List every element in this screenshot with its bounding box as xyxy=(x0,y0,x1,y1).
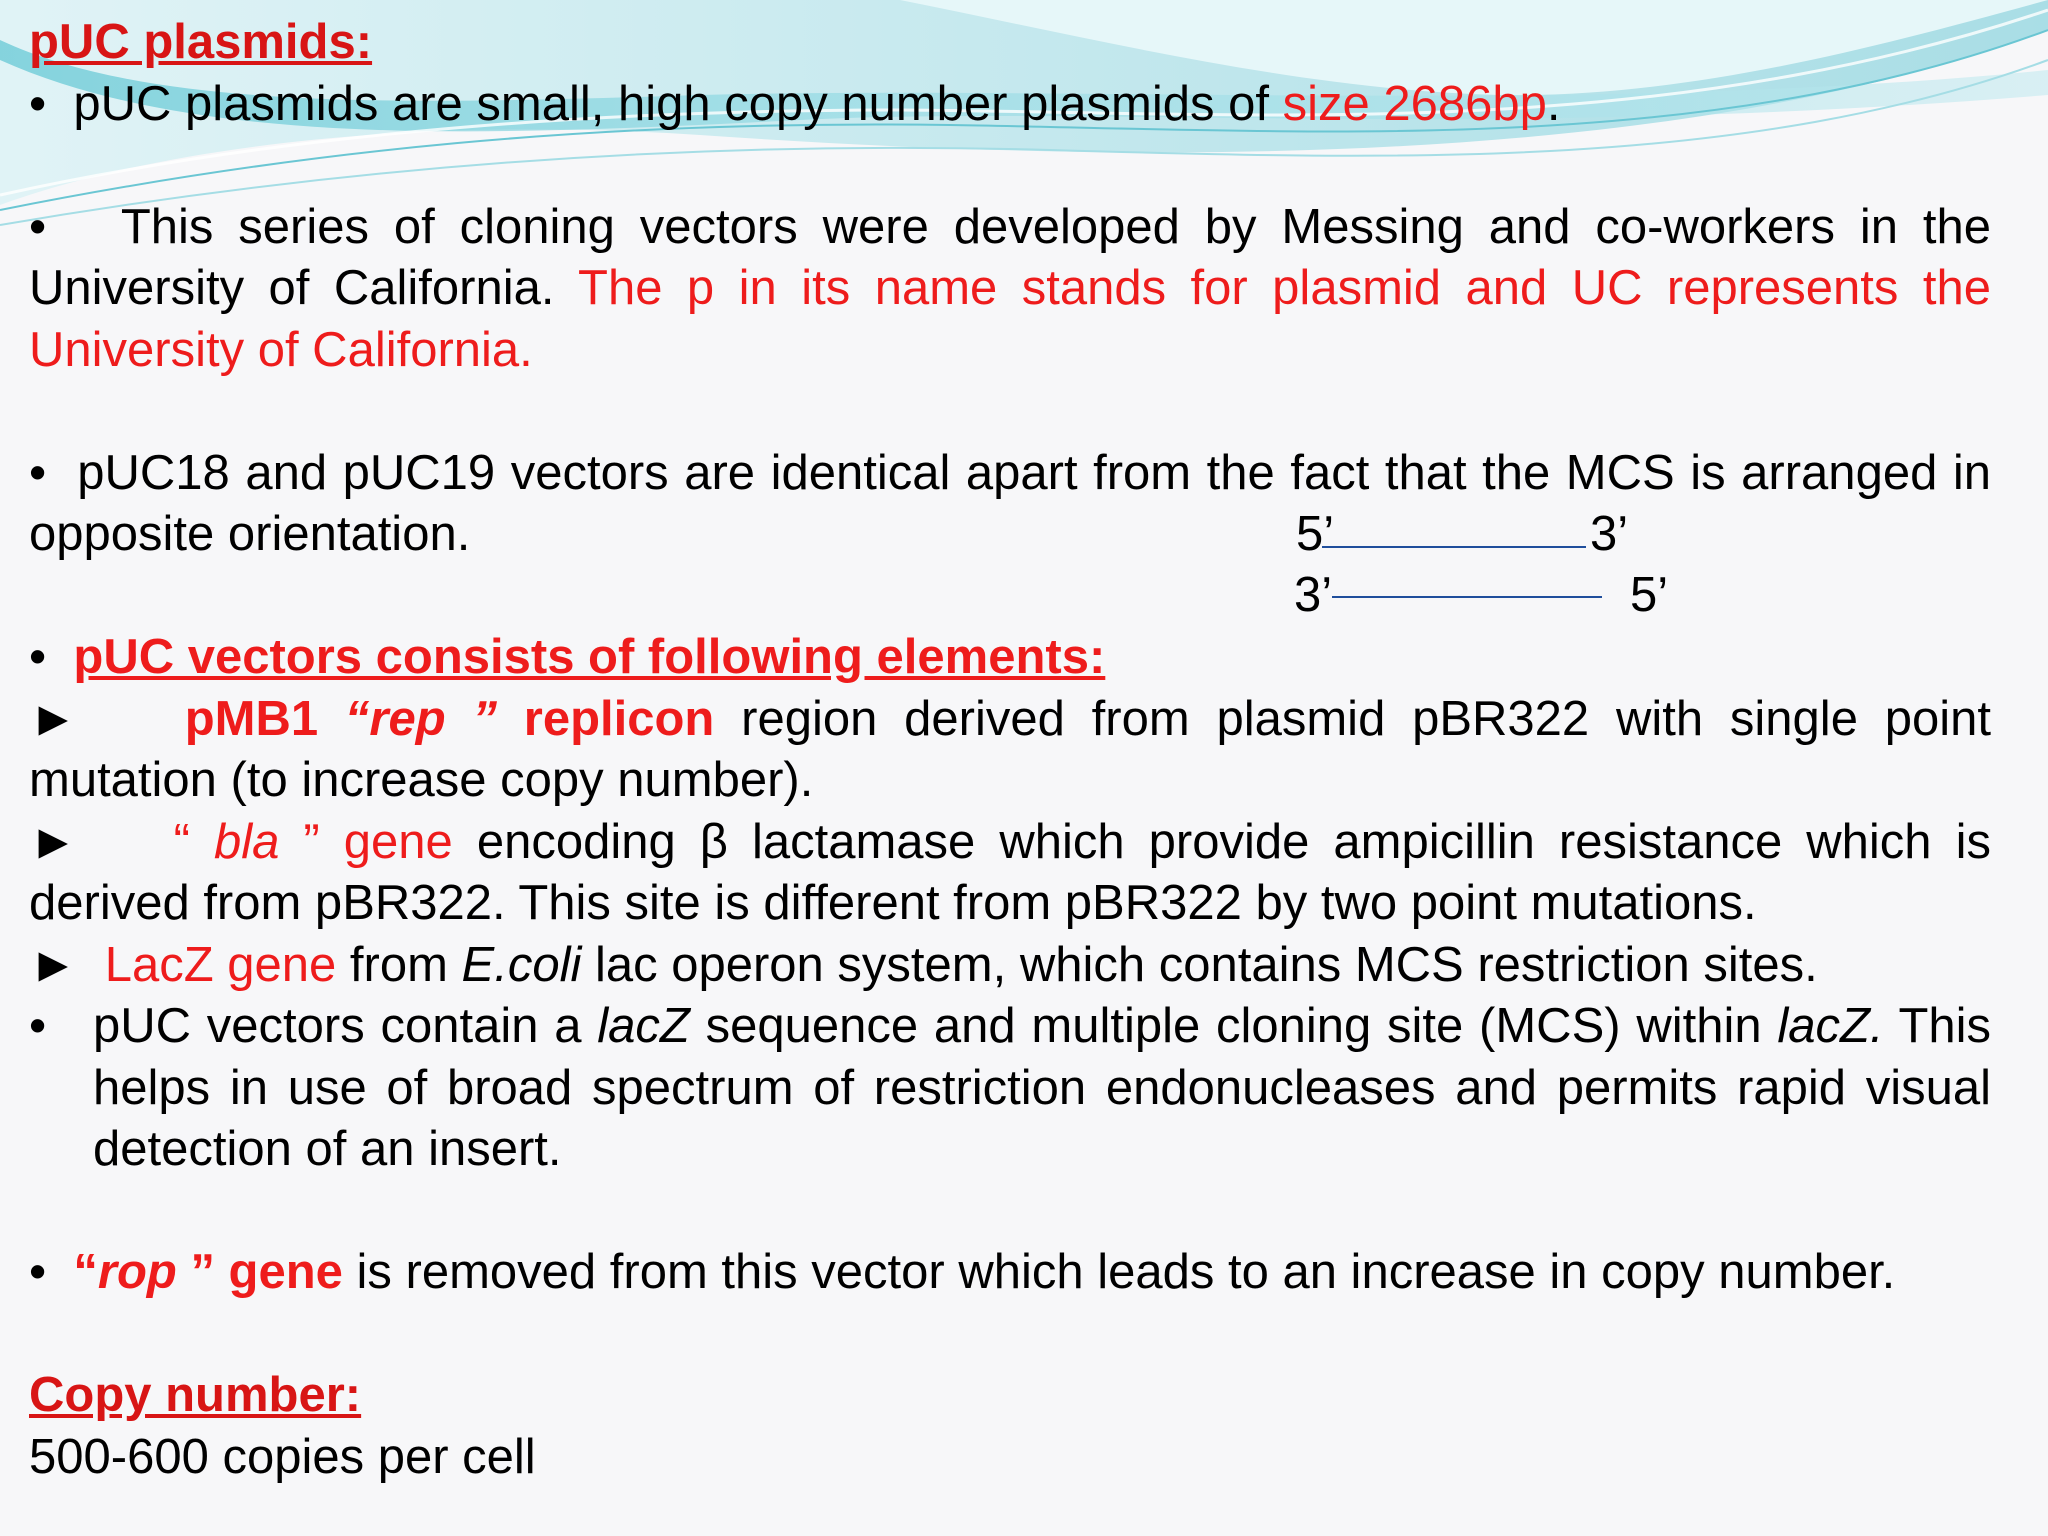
spacer xyxy=(29,566,1991,628)
text: lac operon system, which contains MCS restriction sites. xyxy=(581,937,1818,992)
bullet: • xyxy=(29,76,47,131)
text: pUC18 and pUC19 vectors are identical apart from the fact that the MCS is arranged in opposite orientation. xyxy=(29,445,1992,561)
arrow-marker-icon: ► xyxy=(29,937,78,992)
spacer xyxy=(29,1181,1991,1243)
heading-elements: pUC vectors consists of following elements: xyxy=(73,630,1106,684)
text: This series of cloning vectors were developed by Messing and co-workers in the University of California. xyxy=(29,199,1991,315)
text: encoding β lactamase which provide ampicillin resistance which is derived from pBR322. This site is different from pBR322 by two point mutations. xyxy=(29,814,1991,930)
paragraph-orientation xyxy=(29,443,1991,566)
bullet: • xyxy=(29,630,47,684)
lacz-italic: lacZ xyxy=(597,999,690,1053)
strand-top-5prime: 5’ xyxy=(1296,507,1335,561)
text: pUC plasmids are small, high copy number plasmids of xyxy=(73,76,1283,131)
highlight-name-meaning: The p in its name stands for plasmid and UC represents the University of California. xyxy=(29,261,1991,377)
highlight-bla-gene: ” gene xyxy=(279,814,453,869)
arrow-marker-icon: ► xyxy=(29,814,78,869)
spacer xyxy=(29,1304,1991,1366)
strand-bottom-3prime: 3’ xyxy=(1294,568,1333,622)
highlight-lacz: LacZ gene xyxy=(104,937,337,992)
highlight-replicon: replicon xyxy=(496,691,715,746)
slide-body xyxy=(29,12,1991,1488)
bullet: • xyxy=(29,1245,47,1299)
element-replicon xyxy=(29,689,1991,812)
highlight-bla: bla xyxy=(214,814,280,869)
text: is removed from this vector which leads to an increase in copy number. xyxy=(342,1245,1896,1299)
copy-number-value: 500-600 copies per cell xyxy=(29,1429,536,1484)
strand-top-line xyxy=(1322,546,1586,548)
highlight-rep: “rep ” xyxy=(344,691,497,746)
highlight-bla-open: “ xyxy=(173,814,214,869)
heading-copy-number: Copy number: xyxy=(29,1368,362,1422)
paragraph-size xyxy=(29,74,1991,136)
element-bla-gene xyxy=(29,812,1991,935)
paragraph-elements-heading xyxy=(29,627,1991,689)
highlight-rop-open: “ xyxy=(73,1245,98,1299)
strand-bottom-line xyxy=(1332,596,1602,598)
text: sequence and multiple cloning site (MCS) within xyxy=(689,999,1778,1053)
highlight-pmb1: pMB1 xyxy=(184,691,345,746)
strand-bottom-5prime: 5’ xyxy=(1630,568,1669,622)
spacer xyxy=(29,381,1991,443)
text: from xyxy=(336,937,462,992)
bullet: • xyxy=(29,199,47,254)
paragraph-lacz-mcs xyxy=(29,996,1991,1181)
text: . xyxy=(1546,76,1561,131)
text: This helps in use of broad spectrum of restriction endonucleases and permits rapid visual detection of an insert. xyxy=(93,999,1992,1176)
element-lacz-gene xyxy=(29,935,1991,997)
highlight-rop: rop xyxy=(97,1245,177,1299)
highlight-size: size 2686bp xyxy=(1282,76,1547,131)
ecoli: E.coli xyxy=(461,937,582,992)
highlight-rop-gene: ” gene xyxy=(176,1245,343,1299)
bullet: • xyxy=(29,445,47,500)
strand-top-3prime: 3’ xyxy=(1590,507,1629,561)
text: pUC vectors contain a xyxy=(93,999,598,1053)
arrow-marker-icon: ► xyxy=(29,691,78,746)
paragraph-origin xyxy=(29,197,1991,382)
paragraph-rop-gene xyxy=(29,1242,1991,1304)
heading-puc-plasmids: pUC plasmids: xyxy=(29,15,373,69)
text: region derived from plasmid pBR322 with single point mutation (to increase copy number). xyxy=(29,691,1992,807)
lacz-italic: lacZ. xyxy=(1777,999,1884,1053)
bullet: • xyxy=(29,999,47,1053)
spacer xyxy=(29,135,1991,197)
